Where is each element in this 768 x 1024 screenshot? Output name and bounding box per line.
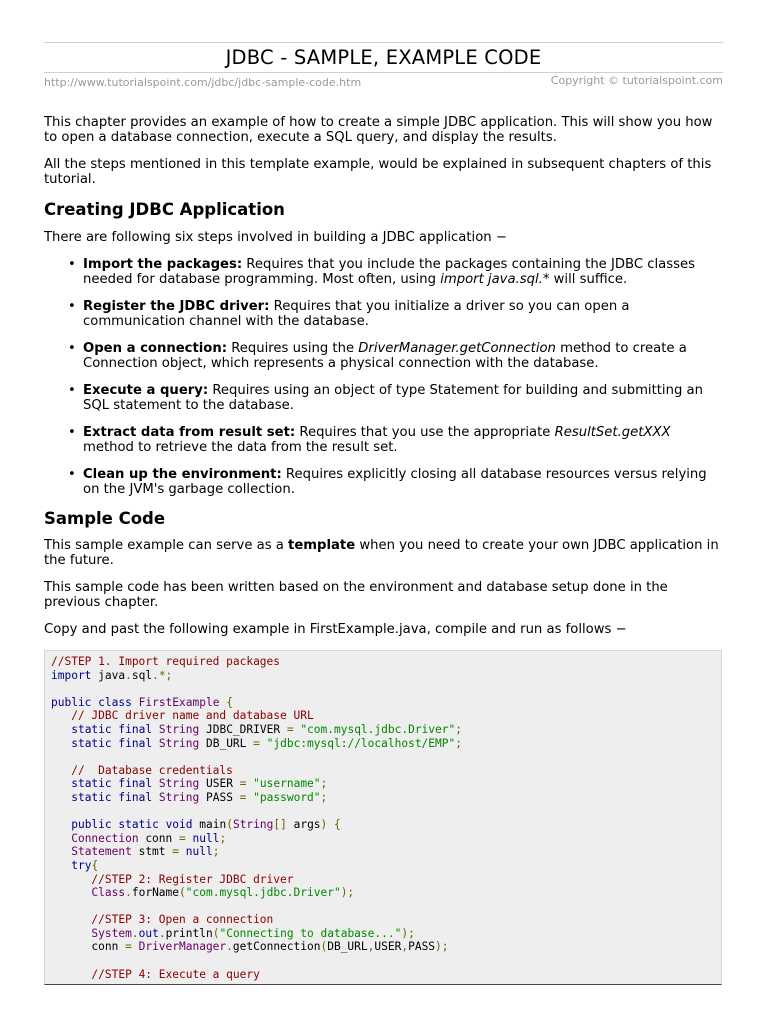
code-token: PASS (408, 940, 436, 954)
code-token: = (253, 736, 260, 750)
code-line (51, 709, 721, 723)
sample-p1-text-after: when you need to create your own JDBC application in the future. (44, 538, 719, 568)
code-token: final (118, 777, 153, 791)
code-token: Statement (71, 845, 132, 859)
code-token: USER (374, 940, 402, 954)
code-line (51, 737, 721, 751)
code-line (51, 805, 721, 819)
code-token: ( (212, 926, 220, 940)
code-token (51, 818, 71, 831)
code-token: , (401, 940, 409, 954)
code-token (159, 818, 166, 831)
code-token: Connection (71, 831, 139, 845)
code-token: sql (131, 668, 153, 682)
code-token: DB_URL (199, 736, 254, 750)
code-token (132, 940, 139, 953)
code-token (51, 873, 91, 886)
code-token: String (158, 736, 200, 750)
code-token: stmt (131, 845, 173, 859)
header-meta (44, 75, 723, 91)
code-line (51, 900, 721, 914)
page-title: JDBC - SAMPLE, EXAMPLE CODE (44, 42, 723, 73)
step-text: Requires explicitly closing all database resources versus relying on the JVM's garbage collection. (83, 467, 707, 497)
code-token: String (232, 818, 274, 832)
code-token (51, 859, 71, 872)
code-token: getConnection (232, 940, 321, 954)
code-token: ( (320, 940, 328, 954)
step-item (68, 341, 723, 371)
section-heading-sample: Sample Code (44, 509, 166, 528)
code-line (51, 696, 721, 710)
source-url[interactable]: http://www.tutorialspoint.com/jdbc/jdbc-sample-code.htm (44, 76, 362, 89)
code-token: try (71, 858, 92, 872)
document-page (44, 42, 723, 637)
code-token: , (367, 940, 375, 954)
code-token (51, 737, 71, 750)
step-emphasis: DriverManager.getConnection (358, 341, 556, 356)
code-token: = (239, 777, 247, 791)
code-token: void (165, 818, 193, 832)
code-token: out (138, 926, 159, 940)
code-token: null (185, 845, 213, 859)
code-token: = (179, 831, 186, 845)
step-item (68, 467, 723, 497)
code-token: .*; (152, 668, 173, 682)
code-line (51, 723, 721, 737)
code-token: public (71, 818, 112, 832)
code-line (51, 818, 721, 832)
code-token: = (125, 940, 132, 954)
code-token: DB_URL (327, 940, 368, 954)
code-token: // Database credentials (71, 763, 233, 777)
step-emphasis: import java.sql.* (440, 272, 550, 287)
code-line (51, 669, 721, 683)
step-item (68, 299, 723, 329)
code-token (51, 832, 71, 845)
step-text-after: method to create a Connection object, which represents a physical connection with the database. (83, 341, 687, 371)
step-label: Open a connection: (83, 341, 228, 356)
code-token: System (91, 926, 132, 940)
code-token (152, 791, 159, 804)
code-token: final (118, 722, 153, 736)
code-token: ( (179, 886, 186, 900)
code-token (132, 696, 139, 709)
code-token: ; (212, 845, 220, 859)
code-token: ); (340, 886, 355, 900)
code-token (51, 968, 91, 981)
code-token: ); (435, 940, 449, 954)
code-token: . (158, 926, 166, 940)
bullet-icon: • (68, 257, 76, 272)
code-token: String (158, 790, 200, 804)
code-token: // JDBC driver name and database URL (71, 709, 314, 723)
code-token: DriverManager (138, 940, 227, 954)
code-token: final (118, 790, 153, 804)
copyright-notice: Copyright © tutorialspoint.com (550, 74, 723, 87)
code-token: static (71, 736, 112, 750)
step-text-after: will suffice. (549, 272, 628, 287)
code-token (179, 845, 186, 858)
code-token: { (226, 695, 233, 709)
code-line (51, 655, 721, 669)
step-item (68, 383, 723, 413)
step-text: Requires using the (227, 341, 359, 356)
code-token: "jdbc:mysql://localhost/EMP" (266, 736, 456, 750)
code-line (51, 886, 721, 900)
code-token: ; (219, 831, 227, 845)
steps-list (44, 257, 723, 497)
code-token: "Connecting to database..." (219, 926, 402, 940)
code-line (51, 777, 721, 791)
step-text: Requires that you include the packages containing the JDBC classes needed for database programming. Most often, using (83, 257, 695, 287)
code-token: ; (320, 790, 328, 804)
sample-paragraph-1 (44, 538, 723, 568)
steps-intro: There are following six steps involved in building a JDBC application − (44, 230, 507, 245)
step-text: Requires that you use the appropriate (295, 425, 555, 440)
code-token (51, 886, 91, 899)
step-text: Requires using an object of type Statement for building and submitting an SQL statement to the database. (83, 383, 703, 413)
code-token: . (131, 926, 139, 940)
code-listing (51, 655, 721, 981)
code-token: conn (138, 831, 179, 845)
code-token: = (239, 790, 247, 804)
code-token: JDBC_DRIVER (199, 722, 287, 736)
bullet-icon: • (68, 299, 76, 314)
code-token (51, 791, 71, 804)
step-item (68, 425, 723, 455)
code-token: static (71, 777, 112, 791)
bullet-icon: • (68, 341, 76, 356)
code-token (152, 737, 159, 750)
code-token: class (98, 695, 132, 709)
step-item (68, 257, 723, 287)
code-token: [] (273, 818, 287, 832)
code-line (51, 750, 721, 764)
code-token: PASS (199, 790, 240, 804)
code-line (51, 859, 721, 873)
code-token: public (51, 695, 92, 709)
code-token (152, 777, 159, 790)
code-token (152, 723, 159, 736)
code-token (186, 832, 193, 845)
step-label: Register the JDBC driver: (83, 299, 270, 314)
code-token: ) (320, 818, 328, 832)
code-token: ( (226, 818, 233, 832)
code-line (51, 832, 721, 846)
code-token: static (118, 818, 159, 832)
step-label: Extract data from result set: (83, 425, 296, 440)
code-line (51, 764, 721, 778)
code-token: null (192, 831, 220, 845)
code-token: Class (91, 886, 126, 900)
code-line (51, 940, 721, 954)
code-token (260, 737, 267, 750)
intro-paragraph-1: This chapter provides an example of how to create a simple JDBC application. This will show you how to open a database connection, execute a SQL query, and display the results. (44, 115, 713, 145)
code-token: = (172, 845, 180, 859)
code-token: //STEP 1. Import required packages (51, 655, 281, 668)
code-token: "com.mysql.jdbc.Driver" (185, 886, 341, 900)
code-line (51, 873, 721, 887)
code-token: USER (199, 777, 240, 791)
code-token (51, 723, 71, 736)
code-token: String (158, 777, 200, 791)
code-line (51, 791, 721, 805)
step-text: Requires that you initialize a driver so you can open a communication channel with the database. (83, 299, 630, 329)
code-token (51, 845, 71, 858)
code-token: static (71, 790, 112, 804)
code-token (51, 913, 91, 926)
code-line (51, 913, 721, 927)
code-token: import (51, 668, 92, 682)
code-token: //STEP 4: Execute a query (91, 967, 260, 981)
code-token: ; (320, 777, 328, 791)
code-line (51, 968, 721, 982)
code-token: main (192, 818, 227, 832)
code-token: ); (401, 926, 415, 940)
code-token: conn (51, 940, 126, 954)
code-token: ; (455, 722, 462, 736)
code-token: //STEP 2: Register JDBC driver (91, 872, 294, 886)
code-token (51, 927, 91, 940)
code-line (51, 845, 721, 859)
code-token: "password" (253, 790, 321, 804)
intro-paragraph-2: All the steps mentioned in this template example, would be explained in subsequent chapters of this tutorial. (44, 157, 712, 187)
sample-paragraph-2: This sample code has been written based on the environment and database setup done in the previous chapter. (44, 580, 668, 610)
code-token: args (286, 818, 321, 832)
code-token: //STEP 3: Open a connection (91, 913, 274, 927)
code-token: . (125, 668, 132, 682)
section-heading-creating: Creating JDBC Application (44, 200, 285, 219)
code-token: static (71, 722, 112, 736)
code-token: . (125, 886, 132, 900)
code-token: forName (131, 886, 180, 900)
code-token (51, 764, 71, 777)
step-label: Clean up the environment: (83, 467, 282, 482)
step-text-after: method to retrieve the data from the result set. (83, 440, 398, 455)
code-block[interactable] (44, 650, 722, 985)
step-emphasis: ResultSet.getXXX (554, 425, 671, 440)
code-token: . (226, 940, 233, 954)
code-line (51, 954, 721, 968)
code-token: ; (455, 736, 462, 750)
code-token (51, 709, 71, 722)
code-token: "com.mysql.jdbc.Driver" (300, 722, 456, 736)
template-keyword: template (288, 538, 356, 553)
code-line (51, 682, 721, 696)
code-token (51, 777, 71, 790)
code-token: = (286, 722, 294, 736)
bullet-icon: • (68, 467, 76, 482)
code-token: "username" (253, 777, 321, 791)
code-token: { (334, 818, 341, 832)
sample-paragraph-3: Copy and past the following example in FirstExample.java, compile and run as follows − (44, 622, 627, 637)
code-token: { (91, 858, 99, 872)
code-token: final (118, 736, 153, 750)
code-token: java (91, 668, 126, 682)
step-label: Execute a query: (83, 383, 209, 398)
bullet-icon: • (68, 425, 76, 440)
code-token: String (158, 722, 200, 736)
code-token: println (165, 926, 213, 940)
step-label: Import the packages: (83, 257, 243, 272)
code-token: FirstExample (138, 695, 220, 709)
sample-p1-text: This sample example can serve as a (44, 538, 289, 553)
bullet-icon: • (68, 383, 76, 398)
code-line (51, 927, 721, 941)
